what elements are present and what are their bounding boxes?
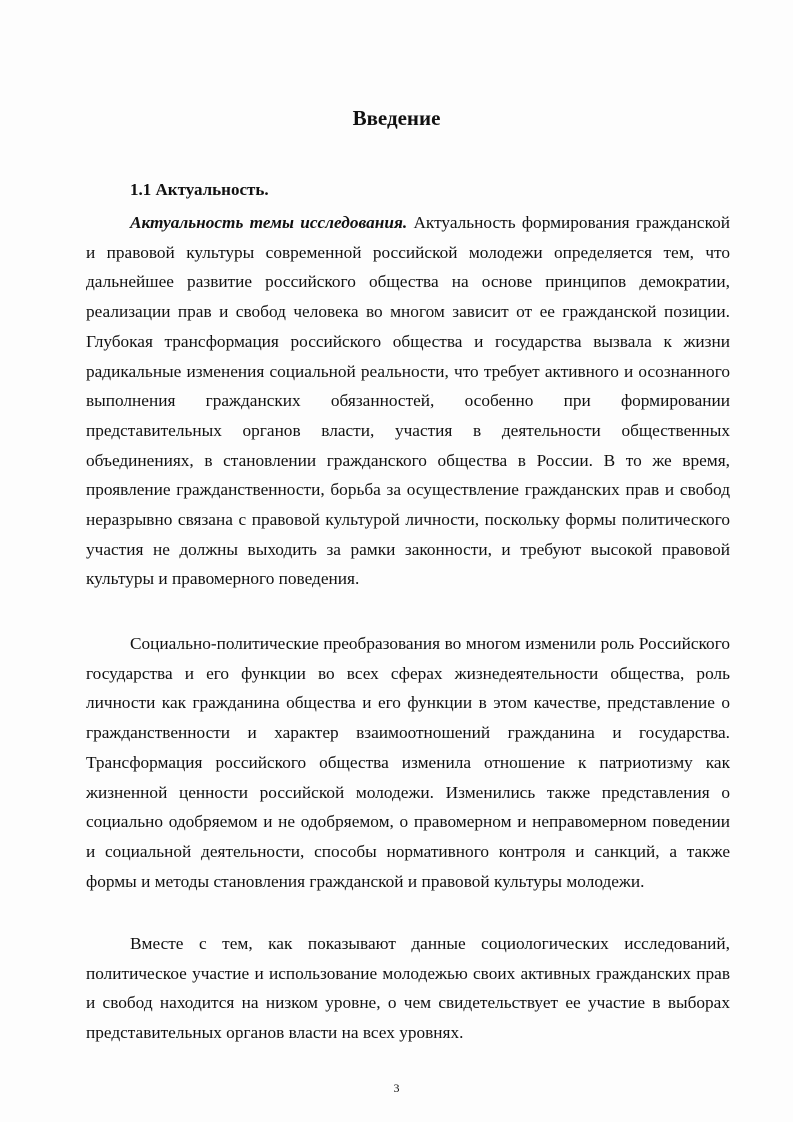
page-title: Введение (352, 106, 441, 130)
lead-term: Актуальность темы исследования. (130, 213, 408, 232)
paragraph (86, 208, 730, 594)
section-heading: 1.1 Актуальность. (130, 180, 269, 199)
paragraph: Вместе с тем, как показывают данные социологических исследований, политическое участие и использование молодежью своих активных гражданских прав и свобод находится на низком уровне, о чем свидетельствует ее участие в выборах представительных органов власти на всех уровнях. (86, 934, 730, 1043)
paragraph-2-block (86, 629, 730, 896)
paragraph-text: Актуальность формирования гражданской и правовой культуры современной российской молодежи определяется тем, что дальнейшее развитие российского общества на основе принципов демократии, реализации прав и свобод человека во многом зависит от ее гражданской позиции. Глубокая трансформация российского общества и государства вызвала к жизни радикальные изменения социальной реальности, что требует активного и осознанного выполнения гражданских обязанностей, особенно при формировании представительных органов власти, участия в деятельности общественных объединениях, в становлении гражданского общества в России. В то же время, проявление гражданственности, борьба за осуществление гражданских прав и свобод неразрывно связана с правовой культурой личности, поскольку формы политического участия не должны выходить за рамки законности, и требуют высокой правовой культуры и правомерного поведения. (86, 213, 730, 589)
paragraph-3-block (86, 929, 730, 1048)
paragraph-1-block (86, 208, 730, 594)
page-number: 3 (393, 1081, 400, 1095)
paragraph: Социально-политические преобразования во многом изменили роль Российского государства и его функции во всех сферах жизнедеятельности общества, роль личности как гражданина общества и его функции в этом качестве, представление о гражданственности и характер взаимоотношений гражданина и государства. Трансформация российского общества изменила отношение к патриотизму как жизненной ценности российской молодежи. Изменились также представления о социально одобряемом и не одобряемом, о правомерном и неправомерном поведении и социальной деятельности, способы нормативного контроля и санкций, а также формы и методы становления гражданской и правовой культуры молодежи. (86, 634, 730, 891)
